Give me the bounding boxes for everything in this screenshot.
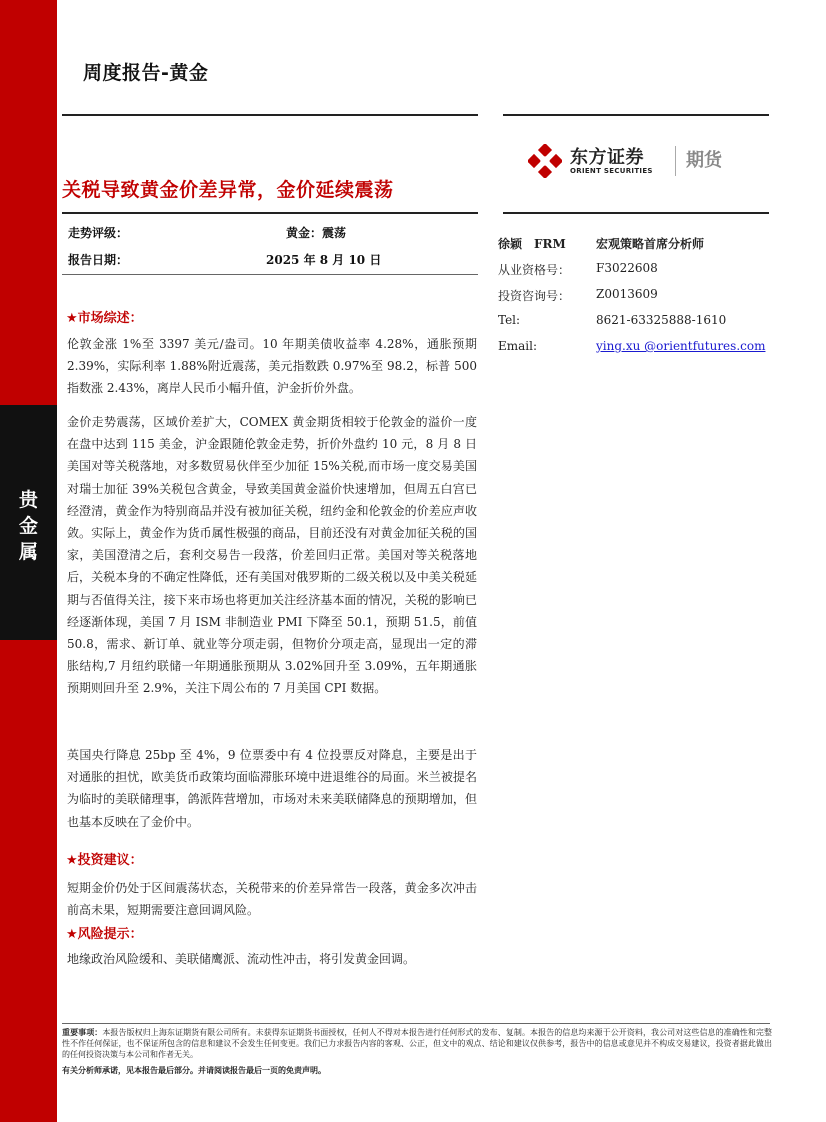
side-bar-bottom: [0, 640, 57, 1122]
analyst-row-value: F3022608: [596, 261, 658, 275]
side-label-char: 属: [18, 541, 38, 563]
disclaimer-text: 本报告版权归上海东证期货有限公司所有。未获得东证期货书面授权，任何人不得对本报告进行任何形式的发布、复制。本报告的信息均来源于公开资料，我公司对这些信息的准确性和完整性不作任何保证，也不保证所包含的信息和建议不会发生任何变更。我们已力求报告内容的客观、公正，但文中的观点、结论和建议仅供参考，报告中的信息或意见并不构成交易建议，投资者据此做出的任何投资决策与本公司和作者无关。: [62, 1028, 773, 1059]
analyst-row-label: 从业资格号：: [498, 263, 571, 277]
market-paragraph-3: 英国央行降息 25bp 至 4%，9 位票委中有 4 位投票反对降息，主要是出于对通胀的担忧，欧美货币政策均面临滞胀环境中进退维谷的局面。米兰被提名为临时的美联储理事，鸽派阵营增加，市场对未来美联储降息的预期增加，但也基本反映在了金价中。: [67, 748, 477, 829]
disclaimer: [62, 1027, 772, 1060]
side-bar-top: [0, 0, 57, 405]
logo-cn-text: 东方证券: [570, 147, 644, 168]
market-paragraph-1: 伦敦金涨 1%至 3397 美元/盎司。10 年期美债收益率 4.28%，通胀预期 2.39%，实际利率 1.88%附近震荡，美元指数跌 0.97%至 98.2，标普 500 指数涨 2.43%，离岸人民币小幅升值，沪金折价外盘。: [67, 337, 477, 396]
header-rule-left: [62, 114, 478, 116]
side-label-char: 金: [18, 515, 38, 537]
side-bar-category: [0, 405, 57, 640]
disclaimer-label: 重要事项：: [62, 1027, 103, 1037]
rating-label: 走势评级：: [68, 226, 129, 240]
analyst-info: [498, 235, 773, 365]
disclaimer-footer: 有关分析师承诺，见本报告最后部分。并请阅读报告最后一页的免责声明。: [62, 1065, 326, 1075]
analyst-header-row: [498, 235, 773, 261]
market-paragraph-2: 金价走势震荡，区域价差扩大，COMEX 黄金期货相较于伦敦金的溢价一度在盘中达到 115 美金，沪金跟随伦敦金走势，折价外盘约 10 元，8 月 8 日美国对等关税落地，对多数贸易伙伴至少加征 15%关税,而市场一度交易美国对瑞士加征 39%关税包含黄金，导致美国黄金溢价快速增加，但周五白宫已经澄清，黄金作为特别商品并没有被加征关税，纽约金和伦敦金的价差应声收敛。实际上，黄金作为货币属性极强的商品，目前还没有对黄金加征关税的国家，美国澄清之后，套利交易告一段落，价差回归正常。美国对等关税落地后，关税本身的不确定性降低，还有美国对俄罗斯的二级关税以及中美关税延期与否值得关注，接下来市场也将更加关注经济基本面的情况，关税的影响已经逐渐体现，美国 7 月 ISM 非制造业 PMI 下降至 50.1，预期 51.5，前值 50.8，需求、新订单、就业等分项走弱，但物价分项走高，显现出一定的滞胀结构,7 月纽约联储一年期通胀预期从 3.02%回升至 3.09%，五年期通胀预期则回升至 2.9%，关注下周公布的 7 月美国 CPI 数据。: [67, 415, 477, 696]
headline-rule-right: [503, 212, 769, 214]
analyst-row: [498, 339, 773, 365]
analyst-row-label: Email:: [498, 339, 538, 353]
orient-logo-icon: [528, 144, 562, 178]
risk-paragraph: 地缘政治风险缓和、美联储鹰派、流动性冲击，将引发黄金回调。: [67, 952, 416, 966]
analyst-name: 徐颖 FRM: [498, 237, 566, 251]
company-logo: [528, 142, 733, 178]
footer-rule: [62, 1023, 770, 1024]
analyst-row: [498, 287, 773, 313]
header-rule-right: [503, 114, 769, 116]
date-value: 2025 年 8 月 10 日: [266, 253, 382, 267]
analyst-row: [498, 261, 773, 287]
logo-divider: [675, 146, 676, 176]
analyst-email-link[interactable]: ying.xu @orientfutures.com: [596, 339, 766, 353]
analyst-row-label: 投资咨询号：: [498, 289, 571, 303]
rating-value: 黄金：震荡: [286, 226, 347, 240]
logo-en-text: ORIENT SECURITIES: [570, 167, 653, 175]
side-category-label: [0, 487, 57, 565]
analyst-row-label: Tel:: [498, 313, 521, 327]
analyst-row-value: 8621-63325888-1610: [596, 313, 727, 327]
risk-section-title: ★风险提示：: [66, 927, 143, 942]
headline-rule-left: [62, 212, 478, 214]
analyst-row-value: Z0013609: [596, 287, 658, 301]
analyst-title: 宏观策略首席分析师: [596, 237, 705, 251]
side-label-char: 贵: [18, 489, 38, 511]
invest-section-title: ★投资建议：: [66, 853, 143, 868]
invest-paragraph: 短期金价仍处于区间震荡状态，关税带来的价差异常告一段落，黄金多次冲击前高未果，短期需要注意回调风险。: [67, 881, 477, 918]
meta-rule: [62, 274, 478, 275]
report-type: 周度报告-黄金: [83, 62, 209, 84]
analyst-row: [498, 313, 773, 339]
market-section-title: ★市场综述：: [66, 311, 143, 326]
date-label: 报告日期：: [68, 253, 129, 267]
logo-futures-text: 期货: [686, 150, 722, 171]
report-headline: 关税导致黄金价差异常，金价延续震荡: [62, 179, 394, 201]
